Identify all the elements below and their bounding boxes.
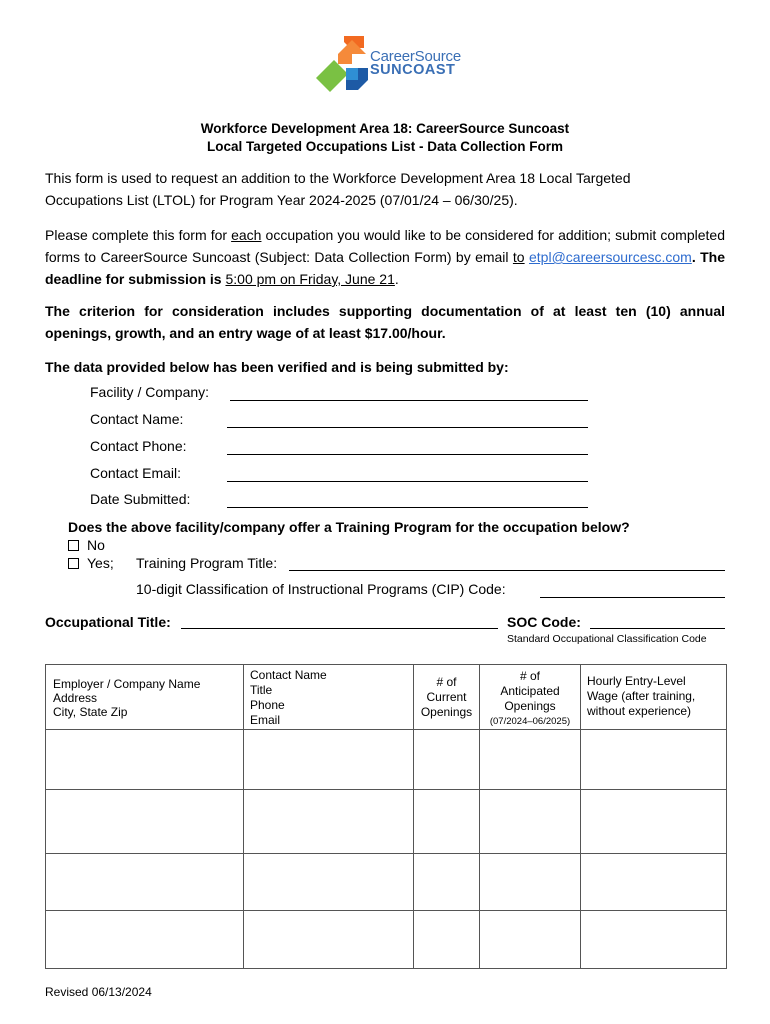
intro-paragraph: This form is used to request an addition to the Workforce Development Area 18 Local Targeted Occupations List (LTOL) for Program Year 2024-2025 (07/01/24 – 06/30/25). bbox=[45, 170, 631, 208]
facility-line[interactable] bbox=[230, 400, 588, 401]
col-anticipated-openings-header bbox=[480, 665, 581, 730]
table-cell[interactable] bbox=[244, 854, 414, 911]
option-yes[interactable] bbox=[68, 555, 114, 571]
col4-line2: Anticipated bbox=[500, 684, 560, 698]
soc-code-line[interactable] bbox=[590, 628, 725, 629]
instructions-each: each bbox=[231, 227, 262, 243]
table-header-row bbox=[46, 665, 727, 730]
table-cell[interactable] bbox=[46, 790, 244, 854]
occupational-title-line[interactable] bbox=[181, 628, 498, 629]
instructions-text-4: . bbox=[394, 271, 399, 287]
form-title-line2: Local Targeted Occupations List - Data Collection Form bbox=[206, 139, 564, 154]
table-cell[interactable] bbox=[414, 790, 480, 854]
checkbox-yes[interactable] bbox=[68, 558, 79, 569]
instructions-to: to bbox=[512, 249, 525, 265]
col-wage-header bbox=[581, 665, 727, 730]
instructions-text-2: occupation you would like to be considered for addition; submit completed forms to CareerSource Suncoast (Subject: Data Collection Form) by email bbox=[45, 227, 725, 265]
soc-code-label: SOC Code: bbox=[507, 614, 581, 630]
table-cell[interactable] bbox=[581, 790, 727, 854]
table-cell[interactable] bbox=[46, 911, 244, 969]
table-cell[interactable] bbox=[244, 790, 414, 854]
date-submitted-label: Date Submitted: bbox=[90, 491, 191, 507]
col2-line4: Email bbox=[250, 713, 281, 727]
table-cell[interactable] bbox=[414, 911, 480, 969]
col3-line1: # of bbox=[436, 675, 457, 689]
col4-note: (07/2024–06/2025) bbox=[489, 716, 571, 727]
instructions-text-1: Please complete this form for bbox=[45, 227, 232, 243]
email-link[interactable]: etpl@careersourcesc.com bbox=[529, 249, 692, 265]
instructions-text-3: . The deadline for submission is bbox=[45, 249, 725, 287]
revision-date: Revised 06/13/2024 bbox=[45, 985, 152, 999]
col-current-openings-header bbox=[414, 665, 480, 730]
contact-phone-line[interactable] bbox=[227, 454, 588, 455]
training-program-title-line[interactable] bbox=[289, 570, 725, 571]
option-no-label: No bbox=[87, 537, 105, 553]
table-cell[interactable] bbox=[46, 854, 244, 911]
training-question: Does the above facility/company offer a Training Program for the occupation below? bbox=[68, 519, 630, 535]
col-contact-header bbox=[244, 665, 414, 730]
instructions-deadline: 5:00 pm on Friday, June 21 bbox=[225, 271, 395, 287]
table-cell[interactable] bbox=[581, 730, 727, 790]
table-cell[interactable] bbox=[244, 911, 414, 969]
option-no[interactable] bbox=[68, 537, 105, 553]
employer-data-table bbox=[45, 664, 727, 969]
table-cell[interactable] bbox=[414, 854, 480, 911]
verified-heading: The data provided below has been verified and is being submitted by: bbox=[45, 359, 509, 375]
col1-line2: Address bbox=[53, 691, 98, 705]
col1-line1: Employer / Company Name bbox=[53, 677, 201, 691]
col1-line3: City, State Zip bbox=[53, 705, 128, 719]
contact-name-line[interactable] bbox=[227, 427, 588, 428]
facility-label: Facility / Company: bbox=[90, 384, 210, 400]
criterion-paragraph: The criterion for consideration includes supporting documentation of at least ten (10) annual openings, growth, and an entry wage of at least $17.00/hour. bbox=[45, 303, 725, 341]
table-row bbox=[46, 730, 727, 790]
logo-green-shape bbox=[316, 60, 348, 92]
training-program-title-label: Training Program Title: bbox=[136, 555, 278, 571]
col3-line2: Current bbox=[426, 690, 467, 704]
col2-line1: Contact Name bbox=[250, 668, 327, 682]
option-yes-label: Yes; bbox=[87, 555, 114, 571]
table-cell[interactable] bbox=[581, 911, 727, 969]
col5-line2: Wage (after training, bbox=[587, 689, 696, 703]
cip-label: 10-digit Classification of Instructional Programs (CIP) Code: bbox=[136, 581, 506, 597]
col4-line1: # of bbox=[519, 669, 540, 683]
contact-email-label: Contact Email: bbox=[90, 465, 182, 481]
logo-text-suncoast: SUNCOAST bbox=[370, 62, 456, 78]
contact-phone-label: Contact Phone: bbox=[90, 438, 187, 454]
col4-line3: Openings bbox=[504, 699, 556, 713]
col-employer-header bbox=[46, 665, 244, 730]
col3-line3: Openings bbox=[420, 705, 473, 719]
contact-name-label: Contact Name: bbox=[90, 411, 184, 427]
col2-line3: Phone bbox=[250, 698, 285, 712]
cip-line[interactable] bbox=[540, 597, 725, 598]
table-row bbox=[46, 790, 727, 854]
table-cell[interactable] bbox=[581, 854, 727, 911]
table-cell[interactable] bbox=[480, 854, 581, 911]
logo-lightblue-square bbox=[346, 68, 358, 80]
table-cell[interactable] bbox=[480, 911, 581, 969]
contact-email-line[interactable] bbox=[227, 481, 588, 482]
col5-line1: Hourly Entry-Level bbox=[587, 674, 686, 688]
date-submitted-line[interactable] bbox=[227, 507, 588, 508]
col5-line3: without experience) bbox=[587, 704, 692, 718]
table-cell[interactable] bbox=[480, 730, 581, 790]
table-cell[interactable] bbox=[480, 790, 581, 854]
checkbox-no[interactable] bbox=[68, 540, 79, 551]
table-cell[interactable] bbox=[46, 730, 244, 790]
soc-code-note: Standard Occupational Classification Code bbox=[507, 633, 707, 645]
table-cell[interactable] bbox=[244, 730, 414, 790]
form-title-line1: Workforce Development Area 18: CareerSource Suncoast bbox=[200, 121, 570, 136]
table-row bbox=[46, 854, 727, 911]
table-row bbox=[46, 911, 727, 969]
col2-line2: Title bbox=[250, 683, 273, 697]
occupational-title-label: Occupational Title: bbox=[45, 614, 171, 630]
logo-text-careersource: CareerSource bbox=[370, 48, 461, 65]
table-cell[interactable] bbox=[414, 730, 480, 790]
instructions-paragraph bbox=[45, 224, 725, 290]
